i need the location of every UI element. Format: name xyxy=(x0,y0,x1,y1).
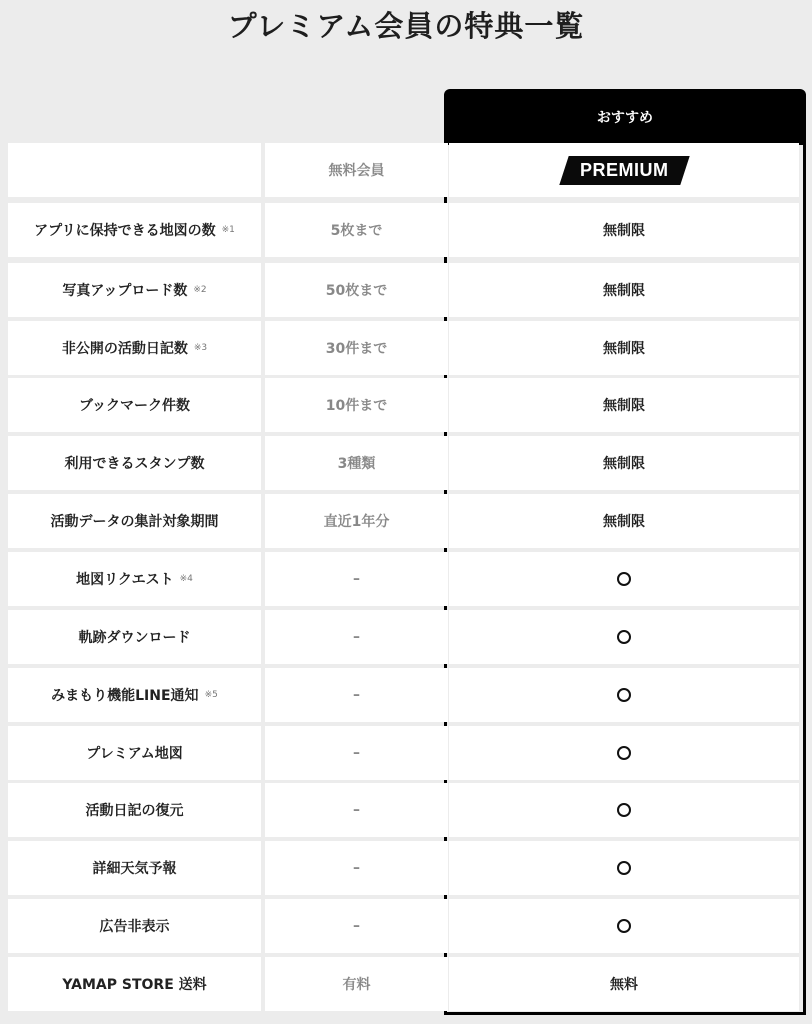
check-circle-icon xyxy=(617,746,631,760)
premium-value: 無制限 xyxy=(603,456,645,472)
table-row xyxy=(8,436,803,490)
feature-label: プレミアム地図 xyxy=(86,746,183,762)
free-value: – xyxy=(353,802,360,818)
premium-value-cell xyxy=(449,899,799,953)
feature-label: 利用できるスタンプ数 xyxy=(64,456,205,472)
free-value: 有料 xyxy=(342,977,371,993)
premium-value-cell xyxy=(449,494,799,548)
table-row xyxy=(8,668,803,722)
premium-value-cell xyxy=(449,957,799,1011)
free-value: 直近1年分 xyxy=(323,514,390,530)
footnote-mark: ※4 xyxy=(179,574,193,584)
premium-value: 無制限 xyxy=(603,223,645,239)
feature-label: YAMAP STORE 送料 xyxy=(62,977,207,993)
premium-badge xyxy=(559,156,689,185)
feature-cell xyxy=(8,494,261,548)
table-row xyxy=(8,378,803,432)
table-row xyxy=(8,203,803,257)
free-plan-label: 無料会員 xyxy=(328,163,385,179)
check-circle-icon xyxy=(617,630,631,644)
page-title: プレミアム会員の特典一覧 xyxy=(227,9,585,43)
footnote-mark: ※2 xyxy=(193,285,207,295)
table-row xyxy=(8,726,803,780)
recommend-header xyxy=(444,89,806,145)
premium-value-cell xyxy=(449,263,799,317)
free-value-cell xyxy=(265,494,448,548)
free-value-cell xyxy=(265,436,448,490)
footnote-mark: ※5 xyxy=(204,690,218,700)
feature-cell xyxy=(8,668,261,722)
feature-label: 軌跡ダウンロード xyxy=(78,630,191,646)
table-row xyxy=(8,841,803,895)
free-value: 3種類 xyxy=(337,456,376,472)
header-empty-cell xyxy=(8,143,261,197)
feature-label: みまもり機能LINE通知 xyxy=(51,688,199,704)
feature-cell xyxy=(8,263,261,317)
feature-label: 広告非表示 xyxy=(99,919,170,935)
premium-value-cell xyxy=(449,610,799,664)
premium-value: 無制限 xyxy=(603,514,645,530)
free-value-cell xyxy=(265,378,448,432)
premium-value-cell xyxy=(449,841,799,895)
check-circle-icon xyxy=(617,572,631,586)
premium-value-cell xyxy=(449,783,799,837)
free-value-cell xyxy=(265,610,448,664)
free-value-cell xyxy=(265,203,448,257)
feature-cell xyxy=(8,726,261,780)
premium-value-cell xyxy=(449,321,799,375)
free-value: 10件まで xyxy=(325,398,388,414)
feature-cell xyxy=(8,957,261,1011)
feature-label: 地図リクエスト xyxy=(76,572,174,588)
table-row xyxy=(8,263,803,317)
feature-cell xyxy=(8,783,261,837)
free-value-cell xyxy=(265,957,448,1011)
premium-value-cell xyxy=(449,668,799,722)
table-header-row xyxy=(8,143,803,197)
feature-label: アプリに保持できる地図の数 xyxy=(34,223,216,239)
feature-label: 活動日記の復元 xyxy=(85,803,184,819)
free-value-cell xyxy=(265,668,448,722)
premium-value: 無制限 xyxy=(603,398,645,414)
free-value: – xyxy=(353,687,360,703)
free-value: – xyxy=(353,860,360,876)
feature-label: ブックマーク件数 xyxy=(78,398,191,414)
table-row xyxy=(8,899,803,953)
premium-badge-label: PREMIUM xyxy=(579,159,669,180)
free-value-cell xyxy=(265,321,448,375)
table-row xyxy=(8,783,803,837)
premium-value-cell xyxy=(449,726,799,780)
free-value: 50枚まで xyxy=(325,283,388,299)
free-value: 30件まで xyxy=(325,341,388,357)
premium-value: 無料 xyxy=(610,977,638,993)
free-value-cell xyxy=(265,726,448,780)
header-free-cell xyxy=(265,143,448,197)
free-value: – xyxy=(353,629,360,645)
table-row xyxy=(8,610,803,664)
table-row xyxy=(8,552,803,606)
feature-cell xyxy=(8,552,261,606)
check-circle-icon xyxy=(617,803,631,817)
premium-value: 無制限 xyxy=(603,341,645,357)
feature-cell xyxy=(8,378,261,432)
check-circle-icon xyxy=(617,919,631,933)
feature-label: 非公開の活動日記数 xyxy=(61,341,188,357)
feature-cell xyxy=(8,610,261,664)
feature-label: 詳細天気予報 xyxy=(92,861,177,877)
free-value-cell xyxy=(265,552,448,606)
premium-value-cell xyxy=(449,378,799,432)
premium-value-cell xyxy=(449,436,799,490)
feature-label: 活動データの集計対象期間 xyxy=(50,514,219,530)
free-value: – xyxy=(353,571,360,587)
table-row xyxy=(8,321,803,375)
free-value-cell xyxy=(265,263,448,317)
free-value-cell xyxy=(265,899,448,953)
feature-label: 写真アップロード数 xyxy=(62,283,188,299)
table-row xyxy=(8,494,803,548)
footnote-mark: ※3 xyxy=(193,343,208,353)
premium-value: 無制限 xyxy=(603,283,645,299)
free-value-cell xyxy=(265,783,448,837)
feature-cell xyxy=(8,436,261,490)
free-value: – xyxy=(353,745,360,761)
feature-cell xyxy=(8,203,261,257)
check-circle-icon xyxy=(617,861,631,875)
feature-cell xyxy=(8,321,261,375)
footnote-mark: ※1 xyxy=(221,225,235,235)
table-row xyxy=(8,957,803,1011)
recommend-label: おすすめ xyxy=(596,110,654,126)
feature-cell xyxy=(8,841,261,895)
feature-cell xyxy=(8,899,261,953)
free-value: – xyxy=(353,918,360,934)
premium-value-cell xyxy=(449,203,799,257)
free-value: 5枚まで xyxy=(330,223,383,239)
free-value-cell xyxy=(265,841,448,895)
header-premium-cell xyxy=(449,143,799,197)
premium-value-cell xyxy=(449,552,799,606)
check-circle-icon xyxy=(617,688,631,702)
